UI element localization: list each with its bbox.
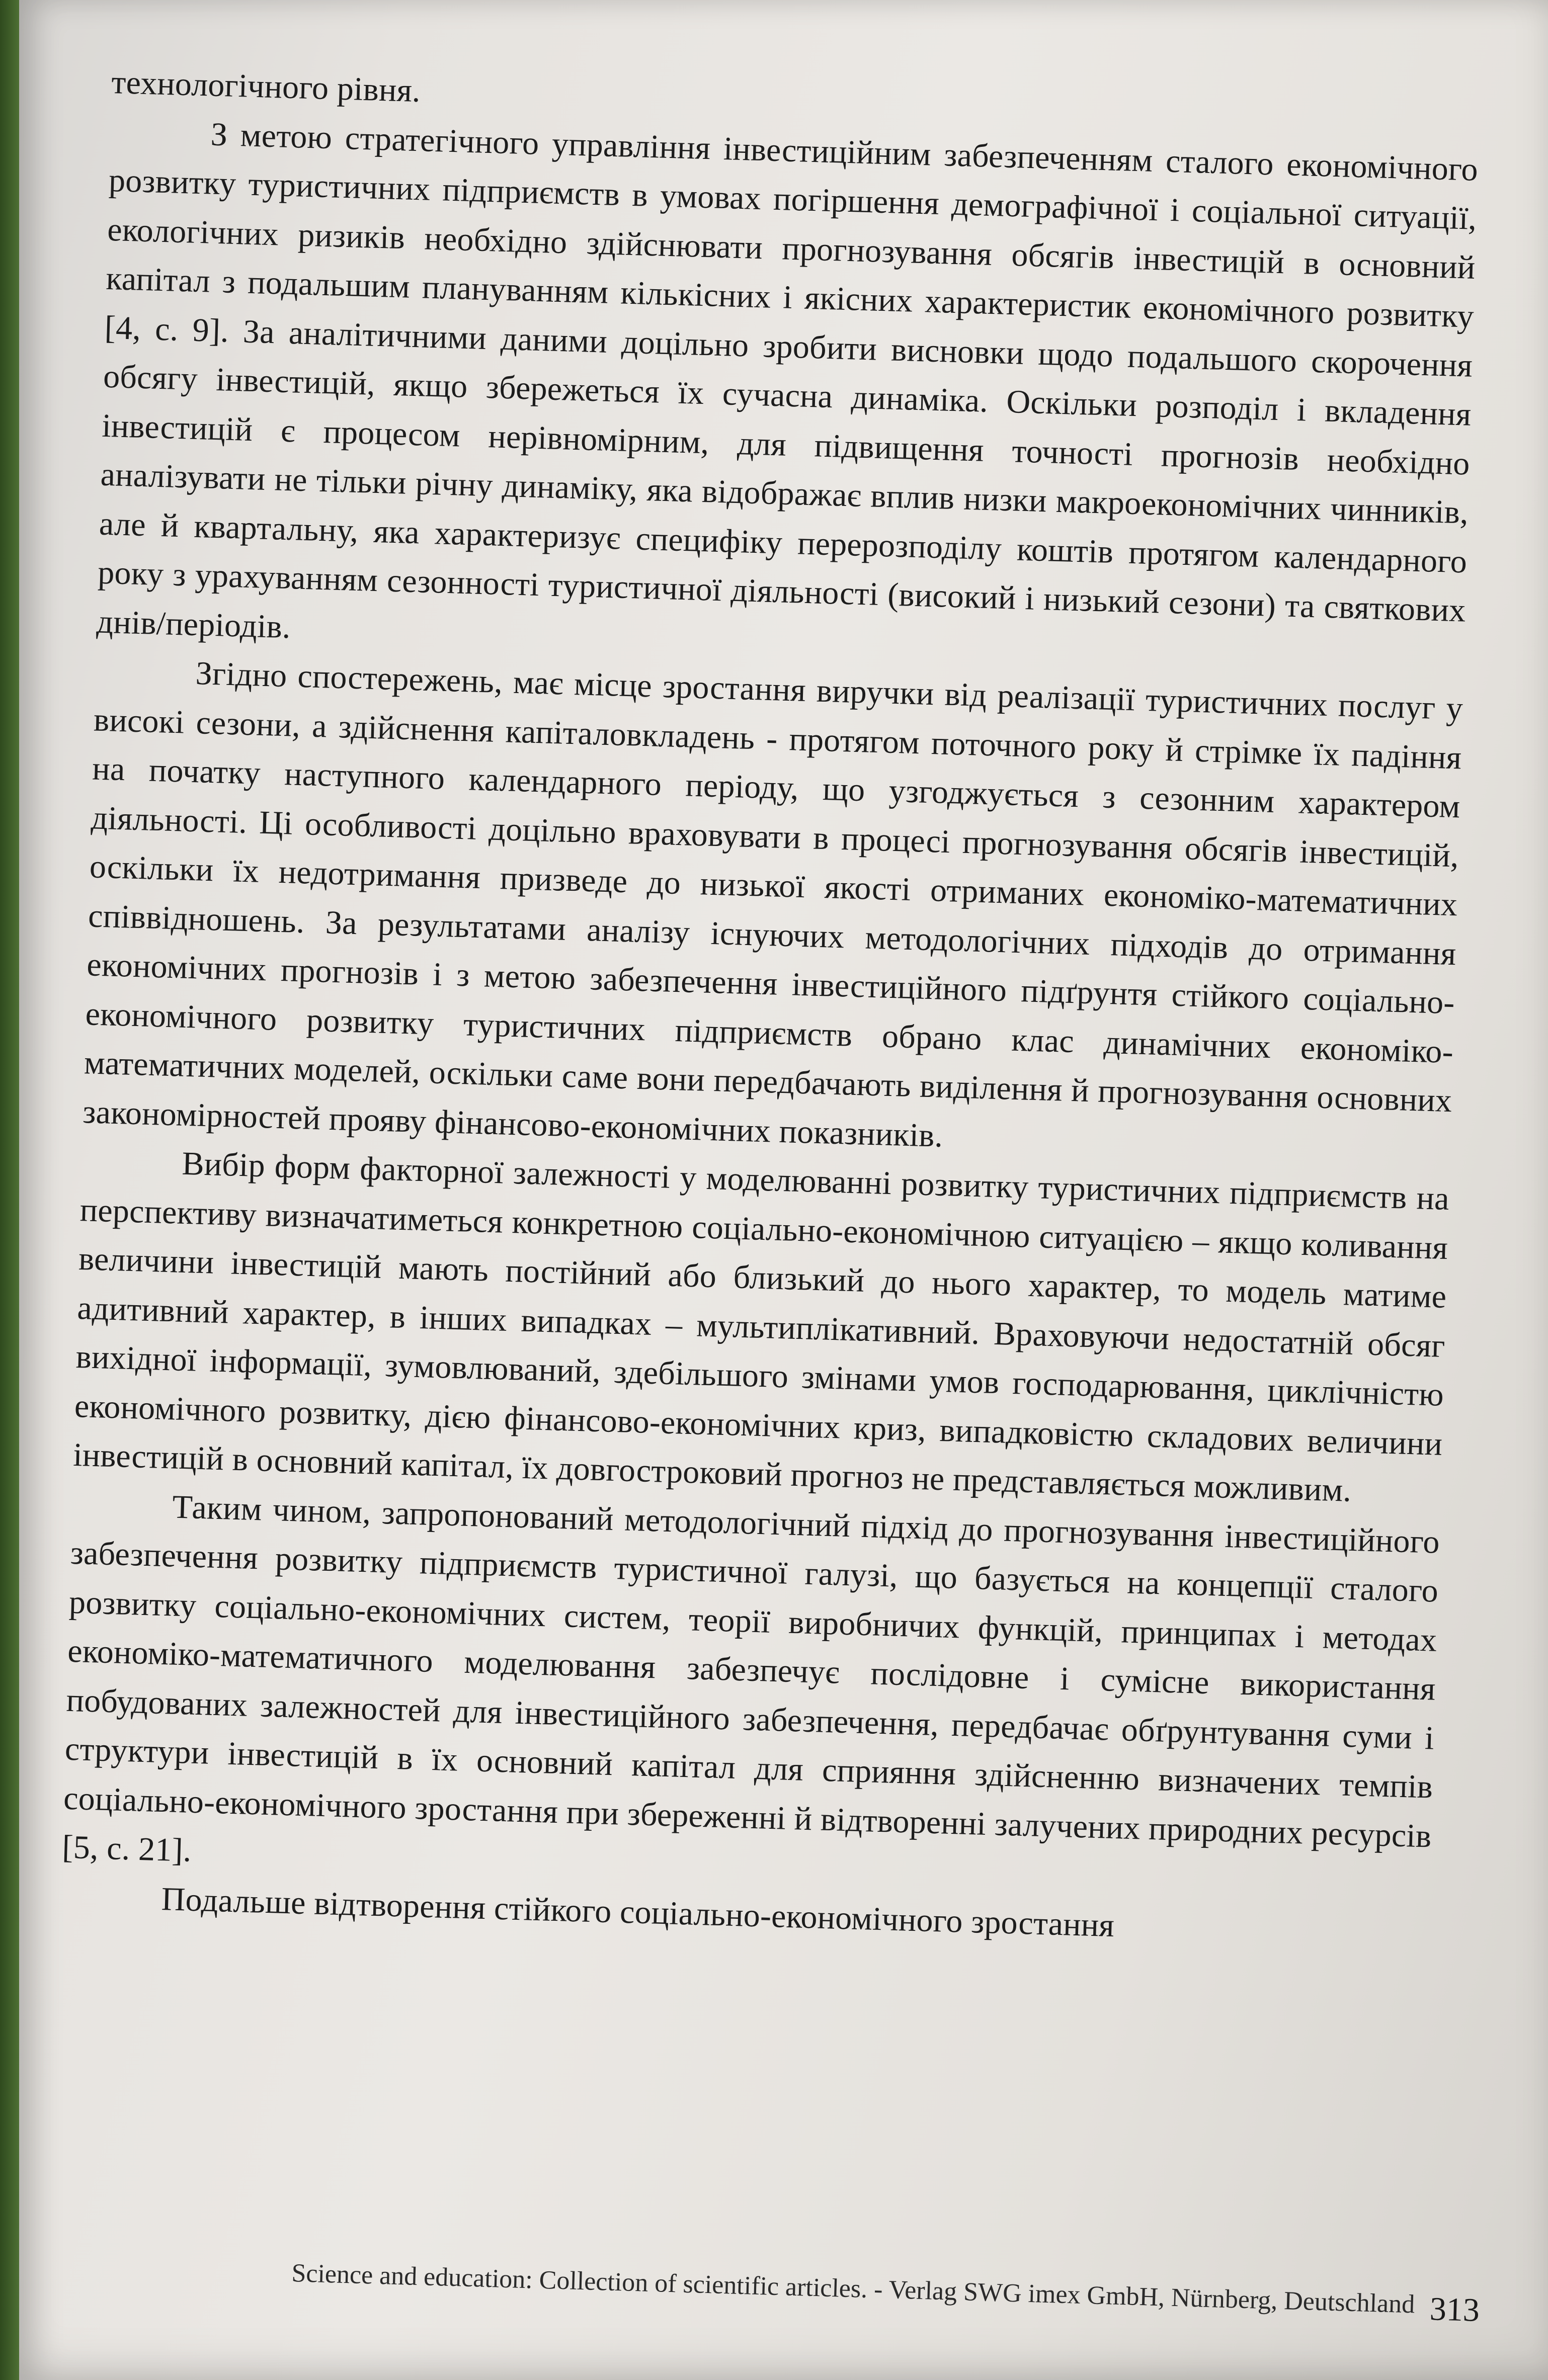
paragraph-factor-dependency: Вибір форм факторної залежності у моделюванні розвитку туристичних підприємств на перспективу визначатиметься конкретною соціально-економічною ситуацією – якщо коливання величини інвестицій мають постійний або близький до нього характер, то модель матиме адитивний характер, в інших випадках – мультиплікативний. Враховуючи недостатній обсяг вихідної інформації, зумовлюваний, здебільшого змінами умов господарювання, циклічністю економічного розвитку, дією фінансово-економічних криз, випадковістю складових величини інвестицій в основний капітал, їх довгостроковий прогноз не представляється можливим. — [72, 1145, 1450, 1509]
book-page — [19, 0, 1548, 2380]
page-footer — [111, 2253, 1480, 2330]
footer-source: Science and education: Collection of scientific articles. - Verlag SWG imex GmbH, Nürnberg, Deutschland — [291, 2258, 1415, 2319]
body-text — [60, 58, 1480, 1959]
paragraph-next: Подальше відтворення стійкого соціально-економічного зростання — [160, 1880, 1115, 1944]
paragraph-conclusion: Таким чином, запропонований методологічний підхід до прогнозування інвестиційного забезпечення розвитку підприємств туристичної галузі, що базується на концепції сталого розвитку соціально-економічних систем, теорії виробничих функцій, принципах і методах економіко-математичного моделювання забезпечує послідовне і сумісне використання побудованих залежностей для інвестиційного забезпечення, передбачає обґрунтування суми і структури інвестицій в їх основний капітал для сприяння здійсненню визначених темпів соціально-економічного зростання при збереженні й відтворенні залучених природних ресурсів [5, с. 21]. — [61, 1488, 1440, 1869]
page-number: 313 — [1429, 2290, 1480, 2329]
paragraph-continuation: технологічного рівня. — [111, 63, 421, 110]
book-spine-shadow — [0, 0, 19, 2380]
paragraph-forecasting: З метою стратегічного управління інвестиційним забезпеченням сталого економічного розвитку туристичних підприємств в умовах погіршення демографічної і соціальної ситуації, екологічних ризиків необхідно здійснювати прогнозування обсягів інвестицій в основний капітал з подальшим плануванням кількісних і якісних характеристик економічного розвитку [4, с. 9]. За аналітичними даними доцільно зробити висновки щодо подальшого скорочення обсягу інвестицій, якщо збережеться їх сучасна динаміка. Оскільки розподіл і вкладення інвестицій є процесом нерівномірним, для підвищення точності прогнозів необхідно аналізувати не тільки річну динаміку, яка відображає вплив низки макроекономічних чинників, але й квартальну, яка характеризує специфіку перерозподілу коштів протягом календарного року з урахуванням сезонності туристичної діяльності (високий і низький сезони) та святкових днів/періодів. — [96, 116, 1479, 645]
paragraph-observations: Згідно спостережень, має місце зростання виручки від реалізації туристичних послуг у високі сезони, а здійснення капіталовкладень - протягом поточного року й стрімке їх падіння на початку наступного календарного періоду, що узгоджується з сезонним характером діяльності. Ці особливості доцільно враховувати в процесі прогнозування обсягів інвестицій, оскільки їх недотримання призведе до низької якості отриманих економіко-математичних співвідношень. За результатами аналізу існуючих методологічних підходів до отримання економічних прогнозів і з метою забезпечення інвестиційного підґрунтя стійкого соціально-економічного розвитку туристичних підприємств обрано клас динамічних економіко-математичних моделей, оскільки саме вони передбачають виділення й прогнозування основних закономірностей прояву фінансово-економічних показників. — [82, 655, 1463, 1154]
